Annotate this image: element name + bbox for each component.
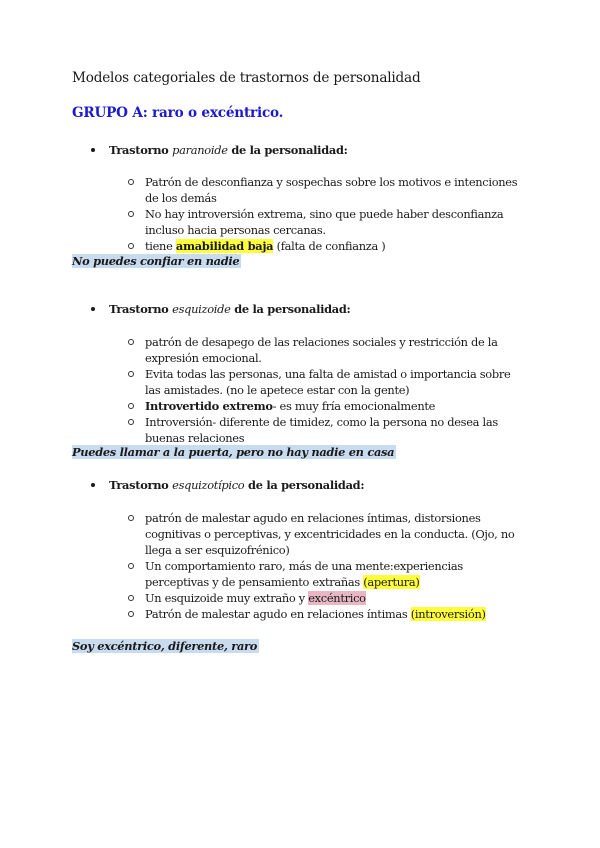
list-item-text <box>145 398 529 414</box>
bullet-circle <box>128 563 134 569</box>
section-heading-text <box>109 143 348 157</box>
list-item-text: No hay introversión extrema, sino que puede haber desconfianza incluso hacia personas cercanas. <box>145 207 504 237</box>
heading-term: esquizoide <box>172 302 231 316</box>
list-item-text <box>145 590 529 606</box>
bullet-dot <box>91 483 95 487</box>
heading-post: de la personalidad: <box>227 143 348 157</box>
section-heading-text <box>109 478 364 492</box>
text-run: Un comportamiento raro, más de una mente:experiencias perceptivas y de pensamiento extrañas <box>145 559 463 589</box>
heading-pre: Trastorno <box>109 302 173 316</box>
bullet-circle <box>128 515 134 521</box>
list-item-text: patrón de malestar agudo en relaciones íntimas, distorsiones cognitivas o perceptivas, y excentricidades en la conducta. (Ojo, no llega a ser esquizofrénico) <box>145 511 515 557</box>
bold-run: Introvertido extremo <box>145 399 273 413</box>
text-run: (falta de confianza ) <box>273 239 386 253</box>
document-title: Modelos categoriales de trastornos de personalidad <box>72 70 421 86</box>
list-item-text: Patrón de desconfianza y sospechas sobre los motivos e intenciones de los demás <box>145 175 518 205</box>
bullet-circle <box>128 371 134 377</box>
heading-post: de la personalidad: <box>230 302 351 316</box>
bullet-circle <box>128 595 134 601</box>
list-item-text: Evita todas las personas, una falta de amistad o importancia sobre las amistades. (no le apetece estar con la gente) <box>145 367 511 397</box>
heading-post: de la personalidad: <box>244 478 365 492</box>
text-run: tiene <box>145 239 176 253</box>
section-note: Puedes llamar a la puerta, pero no hay nadie en casa <box>72 445 395 459</box>
text-run: Patrón de malestar agudo en relaciones íntimas <box>145 607 411 621</box>
list-item-text: Introversión- diferente de timidez, como la persona no desea las buenas relaciones <box>145 415 498 445</box>
heading-term: esquizotípico <box>172 478 245 492</box>
group-title: GRUPO A: raro o excéntrico. <box>72 105 284 121</box>
section-note: Soy excéntrico, diferente, raro <box>72 639 258 653</box>
bullet-circle <box>128 339 134 345</box>
bullet-circle <box>128 211 134 217</box>
highlight-yellow: (apertura) <box>363 575 420 589</box>
highlight-yellow: (introversión) <box>410 607 486 621</box>
bullet-circle <box>128 243 134 249</box>
text-run: - es muy fría emocionalmente <box>272 399 436 413</box>
bullet-dot <box>91 307 95 311</box>
highlight-pink: excéntrico <box>308 591 366 605</box>
heading-pre: Trastorno <box>109 478 173 492</box>
list-item-text <box>145 606 529 622</box>
bullet-dot <box>91 148 95 152</box>
heading-term: paranoide <box>172 143 228 157</box>
text-run: Un esquizoide muy extraño y <box>145 591 309 605</box>
list-item-text <box>145 238 529 254</box>
section-heading-text <box>109 302 350 316</box>
heading-pre: Trastorno <box>109 143 173 157</box>
section-note: No puedes confiar en nadie <box>72 254 240 268</box>
bullet-circle <box>128 611 134 617</box>
list-item-text: patrón de desapego de las relaciones sociales y restricción de la expresión emocional. <box>145 335 498 365</box>
bullet-circle <box>128 403 134 409</box>
bullet-circle <box>128 179 134 185</box>
list-item-text <box>145 558 529 590</box>
highlight-yellow: amabilidad baja <box>175 239 274 253</box>
bullet-circle <box>128 419 134 425</box>
